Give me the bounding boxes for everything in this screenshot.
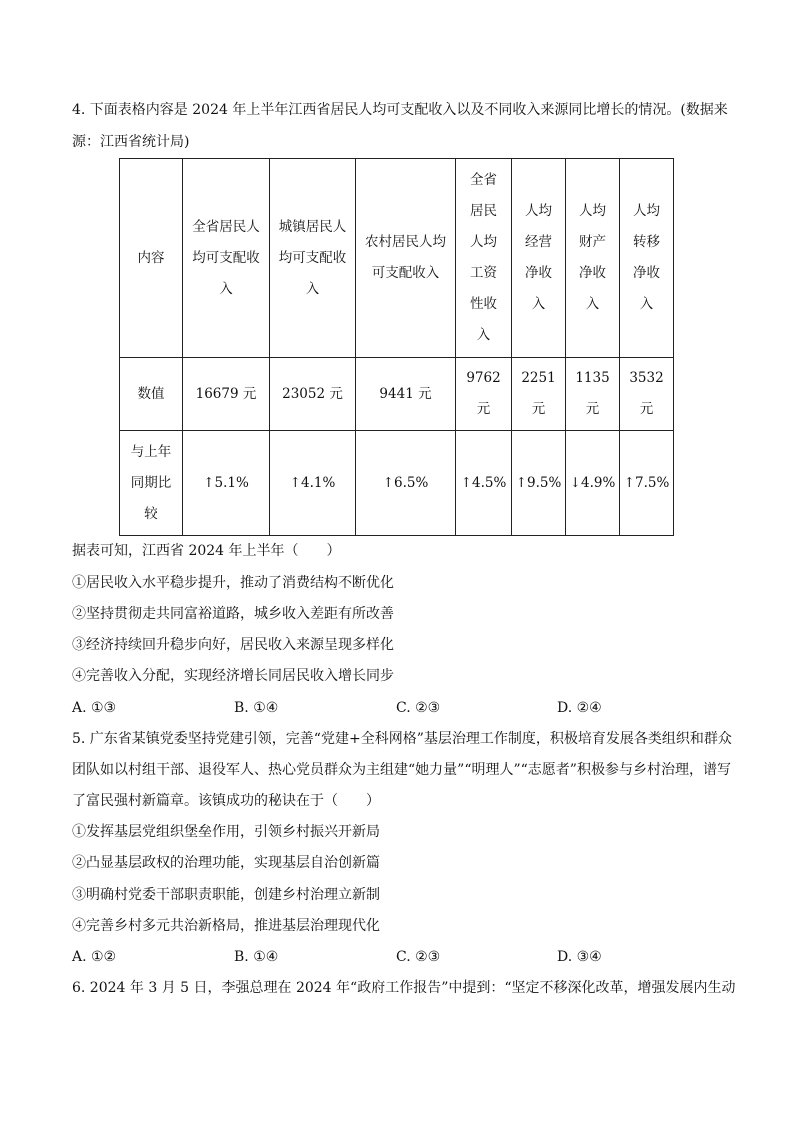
cell-line: 全省 xyxy=(470,172,497,188)
q4-item-3: ③经济持续回升稳步向好，居民收入来源呈现多样化 xyxy=(72,637,394,653)
table-cell: ↑4.1% xyxy=(270,431,356,536)
header-cell-province-disposable xyxy=(183,159,270,358)
table-cell: ↑5.1% xyxy=(183,431,270,536)
header-cell-urban-disposable xyxy=(270,159,356,358)
table-cell xyxy=(456,358,512,431)
q5-item-3: ③明确村党委干部职责职能，创建乡村治理立新制 xyxy=(72,887,380,903)
income-table xyxy=(119,158,674,536)
cell-line: 均可支配收 xyxy=(192,249,260,266)
header-cell-content xyxy=(120,159,183,358)
table-cell xyxy=(183,358,270,431)
table-row-values xyxy=(120,358,674,431)
row-label-values xyxy=(120,358,183,431)
q6-stem-line1: 6. 2024 年 3 月 5 日，李强总理在 2024 年“政府工作报告”中提到：“坚定不移深化改革，增强发展内生动 xyxy=(72,980,736,996)
table-header-row xyxy=(120,159,674,358)
cell-line: 人均 xyxy=(525,203,552,219)
cell-line: 农村居民人均 xyxy=(365,234,446,250)
cell-line: 元 xyxy=(639,401,654,417)
cell-line: 可支配收入 xyxy=(371,265,440,281)
table-cell xyxy=(512,358,566,431)
cell-line: 入 xyxy=(585,296,600,312)
row-label-change xyxy=(120,431,183,536)
cell-line: 16679 元 xyxy=(195,385,257,402)
cell-line: 经营 xyxy=(525,234,552,250)
cell-line: 人均 xyxy=(470,234,497,250)
q4-option-b[interactable]: B. ①④ xyxy=(234,700,279,716)
cell-line: 城镇居民人 xyxy=(278,218,347,235)
cell-line: 入 xyxy=(219,280,233,297)
cell-line: 全省居民人 xyxy=(192,218,260,235)
cell-line: 同期比 xyxy=(130,474,172,491)
table-cell xyxy=(270,358,356,431)
table-cell: ↑7.5% xyxy=(620,431,674,536)
q5-stem-line3: 了富民强村新篇章。该镇成功的秘诀在于（ ） xyxy=(72,793,380,809)
cell-line: 元 xyxy=(585,401,600,417)
q4-item-2: ②坚持贯彻走共同富裕道路，城乡收入差距有所改善 xyxy=(72,606,394,622)
cell-line: 入 xyxy=(305,280,320,297)
table-cell: ↑6.5% xyxy=(356,431,456,536)
cell-line: 净收 xyxy=(633,265,660,281)
q5-item-2: ②凸显基层政权的治理功能，实现基层自治创新篇 xyxy=(72,855,380,871)
header-cell-rural-disposable xyxy=(356,159,456,358)
cell-line: 9762 xyxy=(466,370,501,386)
cell-line: 财产 xyxy=(579,234,606,250)
q4-stem-line1: 4. 下面表格内容是 2024 年上半年江西省居民人均可支配收入以及不同收入来源同比增长的情况。(数据来 xyxy=(72,102,728,118)
q4-item-1: ①居民收入水平稳步提升，推动了消费结构不断优化 xyxy=(72,575,394,591)
cell-line: 入 xyxy=(476,327,491,343)
q4-option-a[interactable]: A. ①③ xyxy=(72,700,117,716)
q4-lead: 据表可知，江西省 2024 年上半年（ ） xyxy=(72,543,341,559)
table-cell: ↑4.5% xyxy=(456,431,512,536)
header-cell-business-income xyxy=(512,159,566,358)
cell-line: 内容 xyxy=(137,249,165,266)
cell-line: 人均 xyxy=(633,203,660,219)
cell-line: 净收 xyxy=(579,265,606,281)
cell-line: 人均 xyxy=(579,203,606,219)
table-cell xyxy=(356,358,456,431)
cell-line: 3532 xyxy=(629,370,664,386)
q5-stem-line2: 团队如以村组干部、退役军人、热心党员群众为主组建“她力量”“明理人”“志愿者”积极参与乡村治理，谱写 xyxy=(72,762,731,778)
cell-line: 9441 元 xyxy=(379,385,432,402)
table-row-change xyxy=(120,431,674,536)
cell-line: 元 xyxy=(476,401,491,417)
table-cell xyxy=(566,358,620,431)
table-cell xyxy=(620,358,674,431)
q5-item-4: ④完善乡村多元共治新格局，推进基层治理现代化 xyxy=(72,918,380,934)
cell-line: 工资 xyxy=(470,265,497,281)
cell-line: 23052 元 xyxy=(282,385,343,402)
cell-line: 净收 xyxy=(525,265,552,281)
q5-option-a[interactable]: A. ①② xyxy=(72,949,117,965)
q4-option-c[interactable]: C. ②③ xyxy=(396,700,441,716)
q4-stem-line2: 源：江西省统计局) xyxy=(72,134,190,150)
cell-line: 与上年 xyxy=(130,443,172,460)
q5-option-d[interactable]: D. ③④ xyxy=(557,949,602,965)
cell-line: 入 xyxy=(531,296,546,312)
q5-option-b[interactable]: B. ①④ xyxy=(234,949,279,965)
q4-option-d[interactable]: D. ②④ xyxy=(557,700,602,716)
table-cell: ↓4.9% xyxy=(566,431,620,536)
cell-line: 1135 xyxy=(575,370,610,386)
cell-line: 较 xyxy=(144,505,158,522)
q5-item-1: ①发挥基层党组织堡垒作用，引领乡村振兴开新局 xyxy=(72,824,380,840)
header-cell-property-income xyxy=(566,159,620,358)
q5-option-c[interactable]: C. ②③ xyxy=(396,949,441,965)
header-cell-transfer-income xyxy=(620,159,674,358)
table-cell: ↑9.5% xyxy=(512,431,566,536)
cell-line: 居民 xyxy=(470,203,497,219)
cell-line: 性收 xyxy=(470,296,497,312)
cell-line: 数值 xyxy=(137,385,165,402)
cell-line: 入 xyxy=(639,296,654,312)
cell-line: 元 xyxy=(531,401,546,417)
header-cell-wage-income xyxy=(456,159,512,358)
q4-item-4: ④完善收入分配，实现经济增长同居民收入增长同步 xyxy=(72,668,394,684)
cell-line: 均可支配收 xyxy=(278,249,347,266)
cell-line: 2251 xyxy=(521,370,556,386)
cell-line: 转移 xyxy=(633,234,660,250)
q5-stem-line1: 5. 广东省某镇党委坚持党建引领，完善“党建+全科网格”基层治理工作制度，积极培育发展各类组织和群众 xyxy=(72,731,732,747)
